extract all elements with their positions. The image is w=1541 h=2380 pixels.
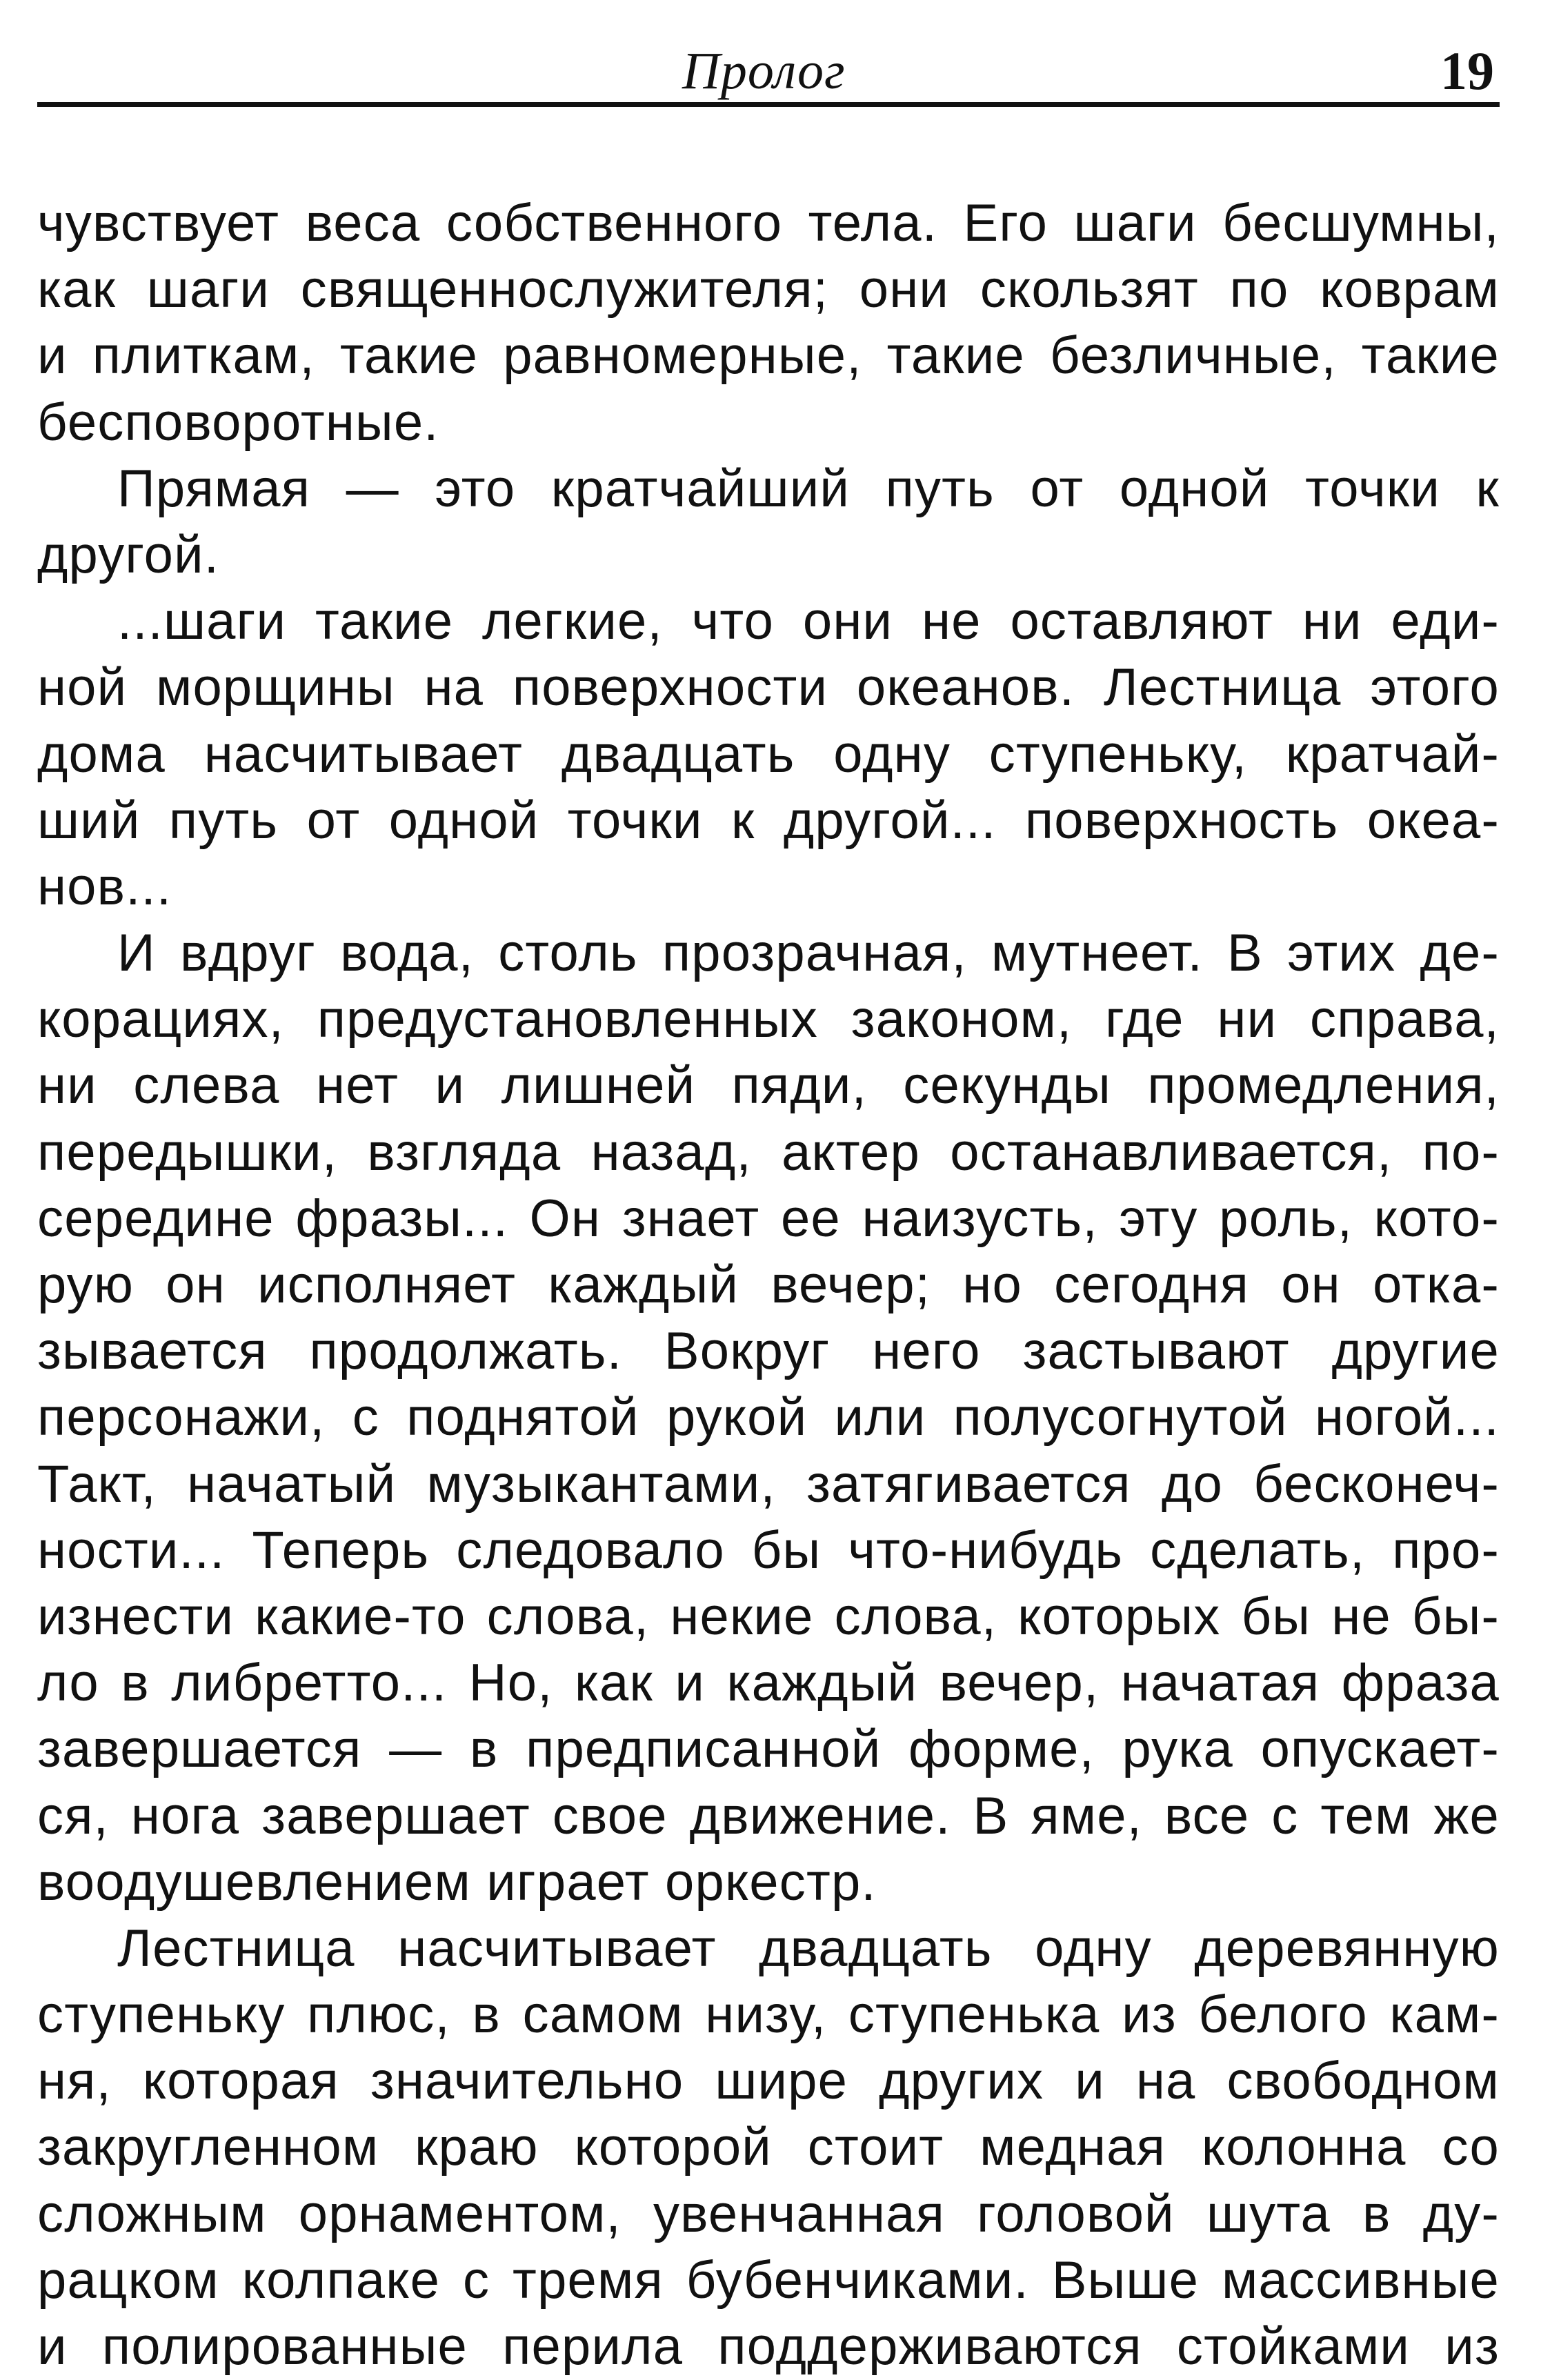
header-rule <box>37 102 1500 107</box>
text-line: И вдруг вода, столь прозрачная, мутнеет. В этих де- <box>117 924 1500 983</box>
text-line: изнести какие-то слова, некие слова, которых бы не бы- <box>37 1587 1500 1646</box>
chapter-title: Пролог <box>682 42 846 100</box>
text-line: как шаги священнослужителя; они скользят по коврам <box>37 260 1500 319</box>
paragraph <box>37 920 1500 1916</box>
text-line: чувствует веса собственного тела. Его шаги бесшумны, <box>37 194 1500 252</box>
text-line: Лестница насчитывает двадцать одну деревянную <box>117 1918 1500 1978</box>
text-line: закругленном краю которой стоит медная колонна со <box>37 2118 1500 2177</box>
text-line: рую он исполняет каждый вечер; но сегодня он отка- <box>37 1256 1500 1314</box>
paragraph <box>37 456 1500 588</box>
text-line: ...шаги такие легкие, что они не оставляют ни еди- <box>117 592 1500 651</box>
paragraph <box>37 588 1500 920</box>
text-line: ступеньку плюс, в самом низу, ступенька из белого кам- <box>37 1985 1500 2045</box>
text-line: середине фразы... Он знает ее наизусть, эту роль, кото- <box>37 1189 1500 1248</box>
text-line: сложным орнаментом, увенчанная головой шута в ду- <box>37 2184 1500 2243</box>
text-line: передышки, взгляда назад, актер останавливается, по- <box>37 1122 1500 1182</box>
text-line: ся, нога завершает свое движение. В яме, все с тем же <box>37 1786 1500 1845</box>
text-line: и плиткам, такие равномерные, такие безличные, такие <box>37 326 1500 386</box>
text-line: персонажи, с поднятой рукой или полусогнутой ногой... <box>37 1388 1500 1447</box>
running-head <box>37 28 1500 124</box>
text-line: воодушевлением играет оркестр. <box>37 1852 877 1912</box>
paragraph <box>37 1916 1500 2380</box>
text-line: другой. <box>37 525 220 584</box>
text-line: нов... <box>37 857 172 916</box>
page-number: 19 <box>1440 41 1494 101</box>
text-line: ни слева нет и лишней пяди, секунды промедления, <box>37 1056 1500 1115</box>
paragraph <box>37 190 1500 456</box>
text-line: ня, которая значительно шире других и на свободном <box>37 2052 1500 2111</box>
text-line: зывается продолжать. Вокруг него застывают другие <box>37 1322 1500 1381</box>
text-line: рацком колпаке с тремя бубенчиками. Выше массивные <box>37 2250 1500 2310</box>
text-line: ший путь от одной точки к другой... поверхность океа- <box>37 791 1500 850</box>
body-text <box>37 190 1500 2380</box>
text-line: и полированные перила поддерживаются стойками из <box>37 2317 1500 2376</box>
text-line: ности... Теперь следовало бы что-нибудь сделать, про- <box>37 1520 1500 1580</box>
text-line: Прямая — это кратчайший путь от одной точки к <box>117 459 1500 518</box>
text-line: ло в либретто... Но, как и каждый вечер, начатая фраза <box>37 1654 1500 1713</box>
text-line: ной морщины на поверхности океанов. Лестница этого <box>37 658 1500 717</box>
text-line: бесповоротные. <box>37 393 439 452</box>
text-line: дома насчитывает двадцать одну ступеньку, кратчай- <box>37 724 1500 784</box>
text-line: Такт, начатый музыкантами, затягивается до бесконеч- <box>37 1454 1500 1514</box>
text-line: корациях, предустановленных законом, где ни справа, <box>37 990 1500 1049</box>
text-line: завершается — в предписанной форме, рука опускает- <box>37 1720 1500 1779</box>
